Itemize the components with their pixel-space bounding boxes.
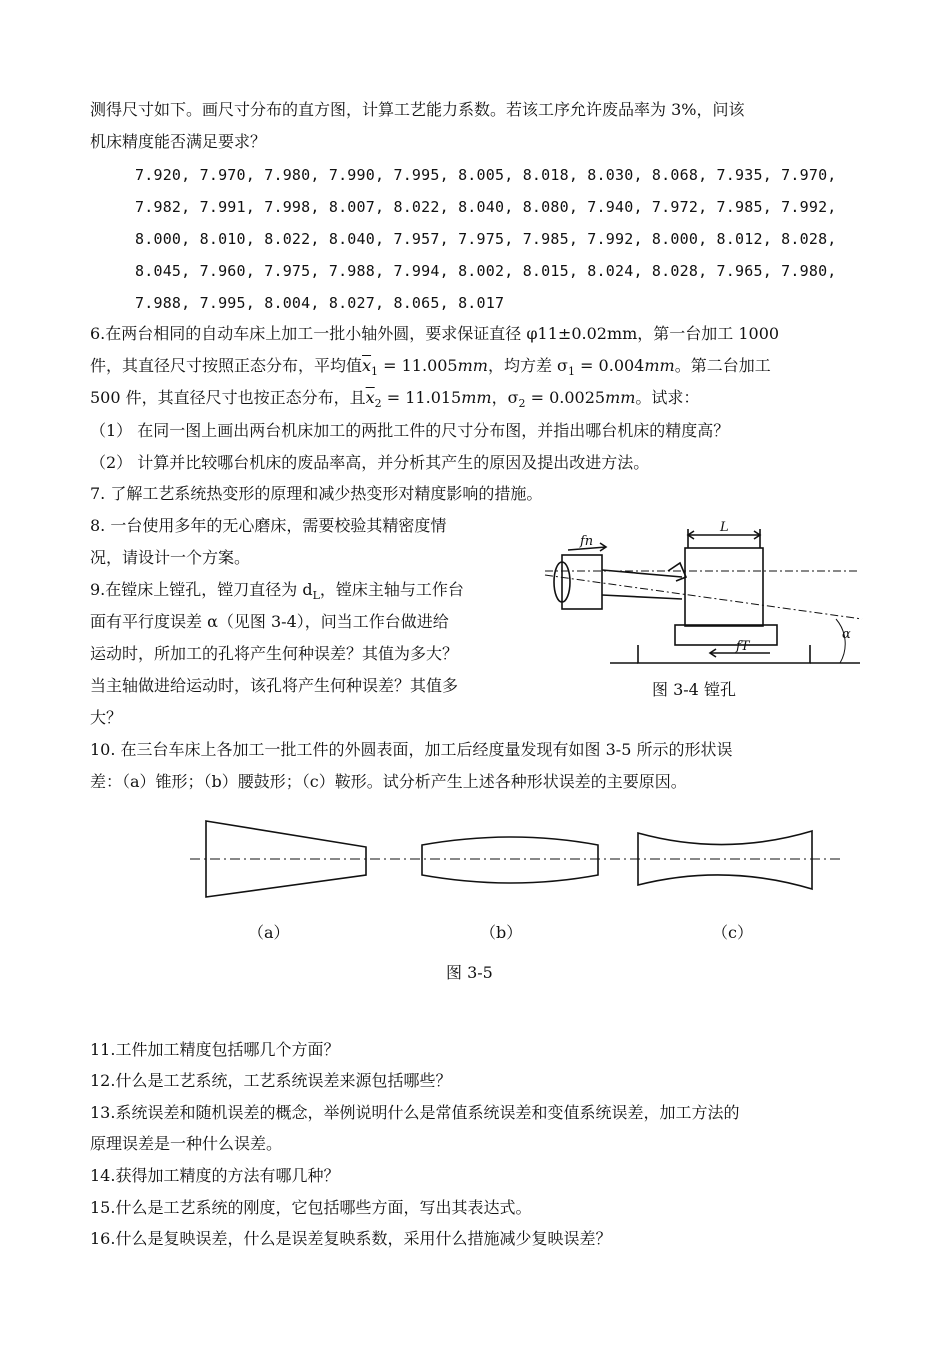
q9-line1: 9.在镗床上镗孔，镗刀直径为 $d_L$，镗床主轴与工作台 xyxy=(90,580,464,603)
measurement-row: 8.045, 7.960, 7.975, 7.988, 7.994, 8.002, 8.015, 8.024, 8.028, 7.965, 7.980, xyxy=(135,262,837,280)
q5-line1: 测得尺寸如下。画尺寸分布的直方图，计算工艺能力系数。若该工序允许废品率为 3%，问该 xyxy=(90,100,745,119)
q7-line: 7. 了解工艺系统热变形的原理和减少热变形对精度影响的措施。 xyxy=(90,484,543,503)
machine-table xyxy=(638,645,810,663)
workpiece-base xyxy=(675,625,777,645)
q9-line4: 当主轴做进给运动时，该孔将产生何种误差？其值多 xyxy=(90,676,459,695)
question-line: 14.获得加工精度的方法有哪几种？ xyxy=(90,1166,340,1185)
q8-line2: 况，请设计一个方案。 xyxy=(90,548,251,567)
question-line: 15.什么是工艺系统的刚度，它包括哪些方面，写出其表达式。 xyxy=(90,1198,532,1217)
measurement-row: 7.988, 7.995, 8.004, 8.027, 8.065, 8.017 xyxy=(135,294,505,312)
workpiece xyxy=(685,548,763,626)
q6-sub2: （2） 计算并比较哪台机床的废品率高，并分析其产生的原因及提出改进方法。 xyxy=(90,453,650,472)
q6-line1: 6.在两台相同的自动车床上加工一批小轴外圆，要求保证直径 φ11±0.02mm，第一台加工 1000 xyxy=(90,324,780,343)
figure-3-5-label-b: （b） xyxy=(480,923,523,942)
measurement-row: 8.000, 8.010, 8.022, 8.040, 7.957, 7.975, 7.985, 7.992, 8.000, 8.012, 8.028, xyxy=(135,230,837,248)
question-line: 原理误差是一种什么误差。 xyxy=(90,1134,283,1153)
q6-sub1: （1） 在同一图上画出两台机床加工的两批工件的尺寸分布图，并指出哪台机床的精度高？ xyxy=(90,421,730,440)
figure-3-5-label-a: （a） xyxy=(248,923,290,942)
q10-line1: 10. 在三台车床上各加工一批工件的外圆表面，加工后经度量发现有如图 3-5 所示的形状误 xyxy=(90,740,733,759)
centerline-inclined xyxy=(545,575,862,619)
question-line: 16.什么是复映误差，什么是误差复映系数，采用什么措施减少复映误差？ xyxy=(90,1229,612,1248)
question-line: 13.系统误差和随机误差的概念，举例说明什么是常值系统误差和变值系统误差，加工方法的 xyxy=(90,1103,740,1122)
q6-line3: 500 件，其直径尺寸也按正态分布，且$\overline{x}_2 = 11.015mm$，$\sigma_2 = 0.0025mm$。试求： xyxy=(90,388,700,411)
q9-line3: 运动时，所加工的孔将产生何种误差？其值为多大？ xyxy=(90,644,459,663)
q6-line2: 件，其直径尺寸按照正态分布，平均值$\overline{x}_1 = 11.005mm$，均方差 $\sigma_1 = 0.004mm$。第二台加工 xyxy=(90,356,771,379)
figure-3-5-shape-errors xyxy=(180,815,845,905)
question-line: 11.工件加工精度包括哪几个方面？ xyxy=(90,1040,340,1059)
shape-saddle xyxy=(638,831,812,889)
figure-3-4-boring-diagram xyxy=(540,515,870,680)
q9-line5: 大？ xyxy=(90,708,123,727)
q10-line2: 差：（a）锥形；（b）腰鼓形；（c）鞍形。试分析产生上述各种形状误差的主要原因。 xyxy=(90,772,687,791)
label-ft: fT xyxy=(736,639,750,654)
q5-line2: 机床精度能否满足要求？ xyxy=(90,132,267,151)
q8-line1: 8. 一台使用多年的无心磨床，需要校验其精密度情 xyxy=(90,516,447,535)
boring-cutter xyxy=(668,563,686,581)
shape-barrel xyxy=(422,837,598,883)
question-line: 12.什么是工艺系统，工艺系统误差来源包括哪些？ xyxy=(90,1071,452,1090)
q9-line2: 面有平行度误差 α（见图 3-4），问当工作台做进给 xyxy=(90,612,449,631)
figure-3-5-caption: 图 3-5 xyxy=(446,963,493,982)
figure-3-5-label-c: （c） xyxy=(712,923,753,942)
figure-3-4-caption: 图 3-4 镗孔 xyxy=(652,680,736,699)
measurement-row: 7.982, 7.991, 7.998, 8.007, 8.022, 8.040, 8.080, 7.940, 7.972, 7.985, 7.992, xyxy=(135,198,837,216)
label-L: L xyxy=(720,520,729,535)
label-alpha: α xyxy=(842,627,851,642)
measurement-row: 7.920, 7.970, 7.980, 7.990, 7.995, 8.005, 8.018, 8.030, 8.068, 7.935, 7.970, xyxy=(135,166,837,184)
boring-bar-bottom xyxy=(602,595,682,599)
label-fn: fn xyxy=(580,534,594,549)
